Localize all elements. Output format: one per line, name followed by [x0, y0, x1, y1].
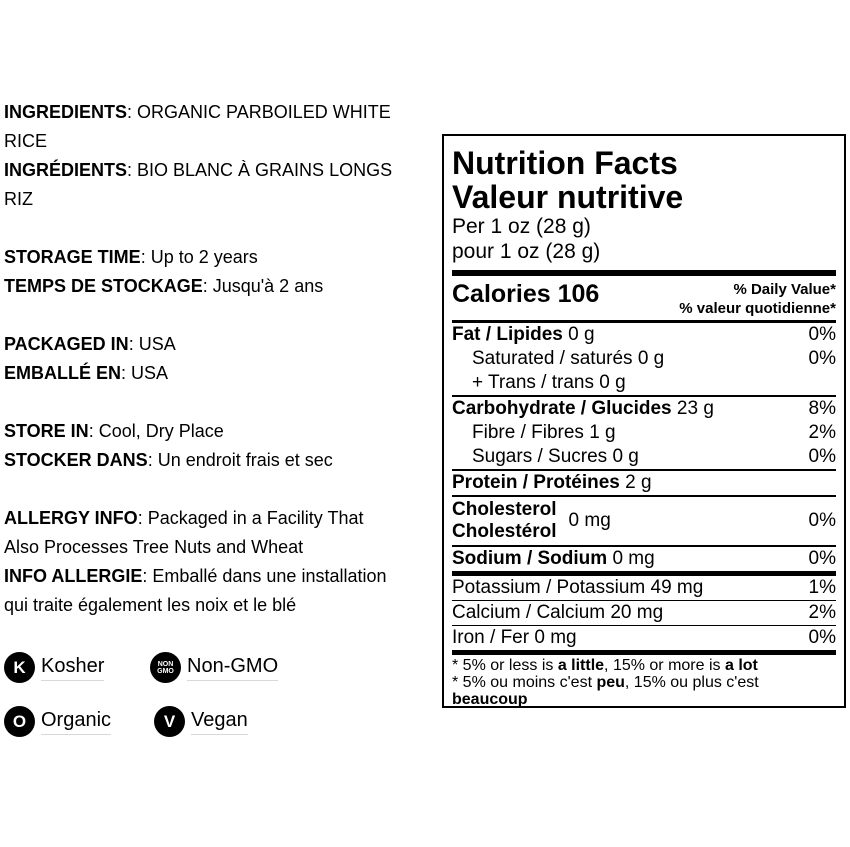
ingredients-fr-cont: RIZ — [4, 189, 33, 209]
sodium-row: Sodium / Sodium 0 mg 0% — [452, 545, 836, 571]
iron-row: Iron / Fer 0 mg 0% — [452, 627, 836, 648]
allergy-info-fr: INFO ALLERGIE: Emballé dans une installation — [4, 566, 387, 586]
daily-value-header: % Daily Value* % valeur quotidienne* — [679, 281, 836, 317]
vegan-label: Vegan — [191, 709, 248, 735]
calories-row — [452, 276, 836, 320]
non-gmo-icon: NON GMO — [150, 652, 181, 683]
ingredients-en: INGREDIENTS: ORGANIC PARBOILED WHITE — [4, 102, 391, 122]
organic-badge — [4, 706, 111, 737]
potassium-row: Potassium / Potassium 49 mg 1% — [452, 577, 836, 598]
packaged-in-en: PACKAGED IN: USA — [4, 334, 176, 354]
storage-time-fr: TEMPS DE STOCKAGE: Jusqu'à 2 ans — [4, 276, 324, 296]
calories: Calories 106 — [452, 280, 600, 308]
organic-icon: O — [4, 706, 35, 737]
nutrition-facts-panel — [442, 134, 846, 708]
nutrition-title-en: Nutrition Facts — [452, 145, 678, 181]
trans-row: + Trans / trans 0 g — [472, 372, 626, 393]
store-in-fr: STOCKER DANS: Un endroit frais et sec — [4, 450, 333, 470]
product-info — [4, 98, 440, 620]
allergy-info-fr-cont: qui traite également les noix et le blé — [4, 595, 297, 615]
saturated-row: Saturated / saturés 0 g 0% — [472, 348, 836, 369]
storage-time-en: STORAGE TIME: Up to 2 years — [4, 247, 258, 267]
kosher-icon: K — [4, 652, 35, 683]
non-gmo-label: Non-GMO — [187, 655, 278, 681]
footnote-fr-cont: beaucoup — [452, 691, 528, 708]
calcium-row: Calcium / Calcium 20 mg 2% — [452, 602, 836, 623]
allergy-info-en: ALLERGY INFO: Packaged in a Facility That — [4, 508, 364, 528]
fibre-row: Fibre / Fibres 1 g 2% — [472, 422, 836, 443]
vegan-icon: V — [154, 706, 185, 737]
kosher-label: Kosher — [41, 655, 104, 681]
footnote-fr: * 5% ou moins c'est peu, 15% ou plus c'est — [452, 674, 759, 691]
fat-row: Fat / Lipides 0 g 0% — [452, 324, 836, 345]
non-gmo-badge — [150, 652, 278, 683]
cholesterol-row: Cholesterol Cholestérol 0 mg 0% — [452, 495, 836, 545]
serving-size-fr: pour 1 oz (28 g) — [452, 240, 601, 263]
vegan-badge — [154, 706, 248, 737]
packaged-in-fr: EMBALLÉ EN: USA — [4, 363, 169, 383]
protein-row: Protein / Protéines 2 g — [452, 469, 836, 495]
kosher-badge — [4, 652, 104, 683]
ingredients-fr: INGRÉDIENTS: BIO BLANC À GRAINS LONGS — [4, 160, 393, 180]
footnote-en: * 5% or less is a little, 15% or more is a lot — [452, 657, 758, 674]
serving-size-en: Per 1 oz (28 g) — [452, 215, 591, 238]
allergy-info-en-cont: Also Processes Tree Nuts and Wheat — [4, 537, 304, 557]
carbohydrate-row: Carbohydrate / Glucides 23 g 8% — [452, 395, 836, 421]
nutrition-title-fr: Valeur nutritive — [452, 179, 684, 215]
sugars-row: Sugars / Sucres 0 g 0% — [472, 446, 836, 467]
organic-label: Organic — [41, 709, 111, 735]
footnote — [452, 657, 836, 708]
ingredients-en-cont: RICE — [4, 131, 48, 151]
store-in-en: STORE IN: Cool, Dry Place — [4, 421, 224, 441]
divider — [452, 650, 836, 655]
